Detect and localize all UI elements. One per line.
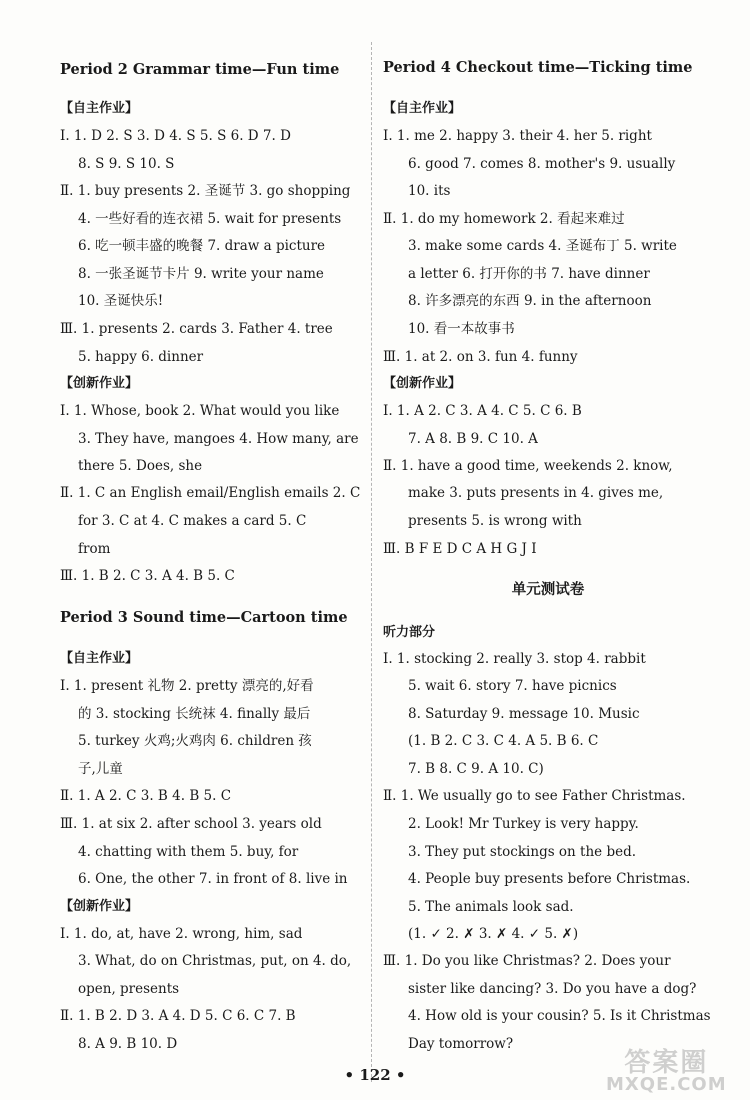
subsection-tag: 【自主作业】 [383,101,462,116]
answer-line: 5. wait 6. story 7. have picnics [408,678,617,694]
answer-line: 10. 圣诞快乐! [78,293,164,309]
answer-line: Ⅲ. 1. at six 2. after school 3. years old [60,816,322,832]
section-heading: Period 3 Sound time—Cartoon time [60,609,348,626]
answer-line: 8. S 9. S 10. S [78,156,175,172]
answer-line: there 5. Does, she [78,458,203,474]
answer-line: Ⅱ. 1. have a good time, weekends 2. know, [383,458,673,474]
answer-line: 5. turkey 火鸡;火鸡肉 6. children 孩 [78,733,312,749]
answer-line: 4. chatting with them 5. buy, for [78,844,299,860]
answer-line: Ⅱ. 1. We usually go to see Father Christmas. [383,788,686,804]
watermark-text: 答案圈 [624,1048,709,1078]
answer-line: Ⅲ. 1. B 2. C 3. A 4. B 5. C [60,568,235,584]
answer-line: Ⅰ. 1. stocking 2. really 3. stop 4. rabbit [383,651,646,667]
subsection-tag: 【创新作业】 [60,376,139,391]
column-divider [371,42,372,1082]
answer-line: from [78,541,111,557]
answer-line: Ⅰ. 1. D 2. S 3. D 4. S 5. S 6. D 7. D [60,128,291,144]
answer-line: Ⅰ. 1. A 2. C 3. A 4. C 5. C 6. B [383,403,582,419]
answer-line: 10. 看一本故事书 [408,321,515,337]
answer-line: 子,儿童 [78,761,123,777]
answer-line: for 3. C at 4. C makes a card 5. C [78,513,307,529]
answer-line: (1. B 2. C 3. C 4. A 5. B 6. C [408,733,599,749]
answer-line: 10. its [408,183,451,199]
unit-test-title: 单元测试卷 [511,581,585,598]
answer-line: 3. make some cards 4. 圣诞布丁 5. write [408,238,677,254]
answer-line: Ⅱ. 1. buy presents 2. 圣诞节 3. go shopping [60,183,351,199]
answer-line: 8. 一张圣诞节卡片 9. write your name [78,266,324,282]
watermark-logo [606,1048,727,1096]
answer-line: Ⅱ. 1. A 2. C 3. B 4. B 5. C [60,788,232,804]
answer-line: a letter 6. 打开你的书 7. have dinner [408,266,650,282]
answer-line: Ⅰ. 1. Whose, book 2. What would you like [60,403,340,419]
answer-line: 4. 一些好看的连衣裙 5. wait for presents [78,211,342,227]
subsection-tag: 【创新作业】 [60,899,139,914]
answer-line: Ⅱ. 1. B 2. D 3. A 4. D 5. C 6. C 7. B [60,1008,296,1024]
answer-line: open, presents [78,981,180,997]
answer-line: Day tomorrow? [408,1036,514,1052]
answer-line: 4. How old is your cousin? 5. Is it Christmas [408,1008,711,1024]
answer-line: 5. happy 6. dinner [78,349,204,365]
answer-line: Ⅲ. 1. Do you like Christmas? 2. Does your [383,953,671,969]
answer-line: Ⅲ. 1. at 2. on 3. fun 4. funny [383,349,578,365]
answer-line: make 3. puts presents in 4. gives me, [408,485,664,501]
answer-line: Ⅱ. 1. C an English email/English emails 2. C [60,485,361,501]
answer-line: Ⅰ. 1. do, at, have 2. wrong, him, sad [60,926,303,942]
section-heading: Period 2 Grammar time—Fun time [60,61,340,78]
answer-line: 7. A 8. B 9. C 10. A [408,431,538,447]
answer-line: 7. B 8. C 9. A 10. C) [408,761,544,777]
answer-line: 6. 吃一顿丰盛的晚餐 7. draw a picture [78,238,326,254]
answer-line: 2. Look! Mr Turkey is very happy. [408,816,639,832]
answer-line: Ⅰ. 1. me 2. happy 3. their 4. her 5. right [383,128,652,144]
answer-line: 的 3. stocking 长统袜 4. finally 最后 [78,706,311,722]
answer-line: Ⅱ. 1. do my homework 2. 看起来难过 [383,211,625,227]
subsection-tag: 【自主作业】 [60,101,139,116]
subsection-tag: 【自主作业】 [60,651,139,666]
answer-line: 4. People buy presents before Christmas. [408,871,691,887]
answer-line: presents 5. is wrong with [408,513,582,529]
answer-line: sister like dancing? 3. Do you have a dog? [408,981,697,997]
subsection-tag: 【创新作业】 [383,376,462,391]
answer-line: 3. They put stockings on the bed. [408,844,637,860]
answer-line: 6. good 7. comes 8. mother's 9. usually [408,156,676,172]
answer-line: 8. A 9. B 10. D [78,1036,178,1052]
answer-line: 3. They have, mangoes 4. How many, are [78,431,359,447]
answer-line: 8. Saturday 9. message 10. Music [408,706,640,722]
section-heading: Period 4 Checkout time—Ticking time [383,59,693,76]
answer-line: 3. What, do on Christmas, put, on 4. do, [78,953,352,969]
answer-line: Ⅲ. B F E D C A H G J I [383,541,537,557]
answer-line: 6. One, the other 7. in front of 8. live in [78,871,348,887]
watermark-url: MXQE.COM [606,1074,727,1095]
answer-line: 8. 许多漂亮的东西 9. in the afternoon [408,293,652,309]
answer-line: (1. ✓ 2. ✗ 3. ✗ 4. ✓ 5. ✗) [408,926,579,942]
page-number: • 122 • [344,1066,406,1084]
listening-section-label: 听力部分 [383,625,436,640]
answer-line: Ⅲ. 1. presents 2. cards 3. Father 4. tree [60,321,333,337]
answer-line: Ⅰ. 1. present 礼物 2. pretty 漂亮的,好看 [60,678,314,694]
answer-line: 5. The animals look sad. [408,899,574,915]
